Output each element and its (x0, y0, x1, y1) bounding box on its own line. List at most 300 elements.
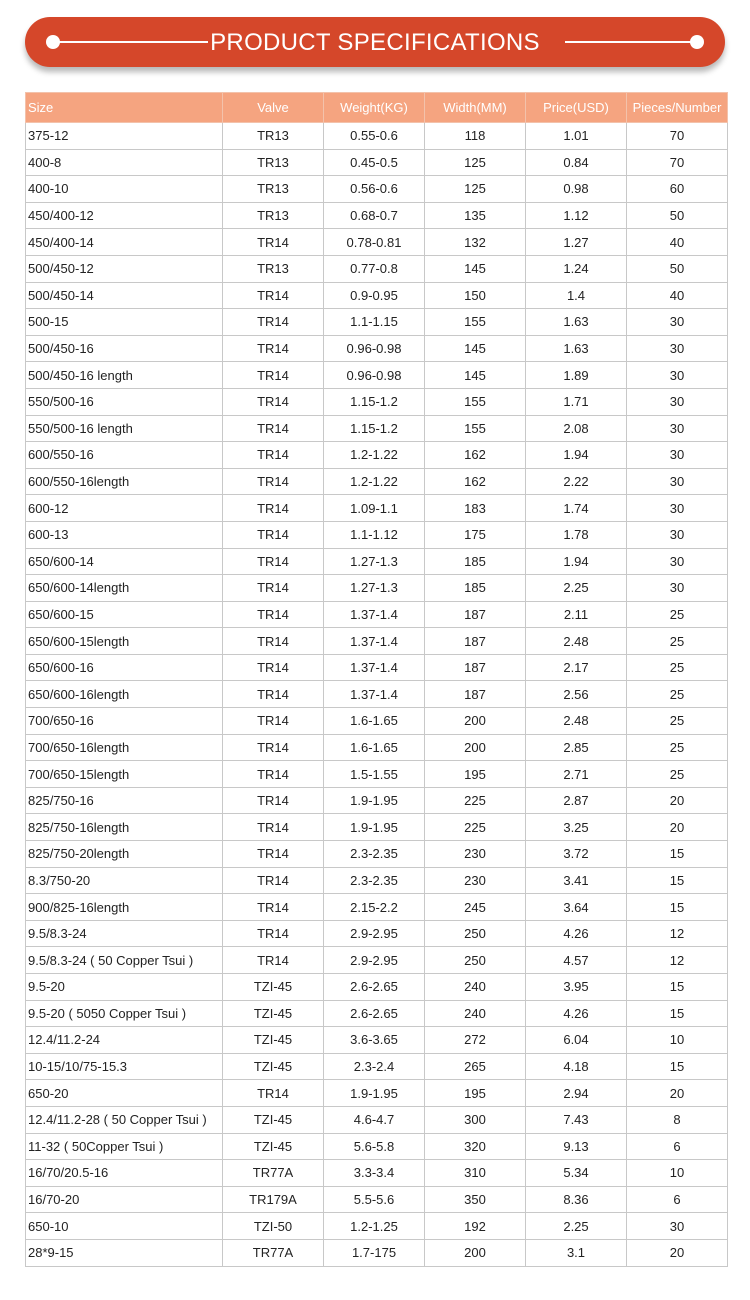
cell-valve: TR14 (223, 867, 324, 894)
cell-weight: 1.2-1.22 (324, 468, 425, 495)
cell-pieces: 25 (627, 681, 728, 708)
cell-valve: TR13 (223, 123, 324, 150)
cell-pieces: 20 (627, 1080, 728, 1107)
cell-pieces: 30 (627, 548, 728, 575)
cell-weight: 1.27-1.3 (324, 548, 425, 575)
cell-valve: TR13 (223, 149, 324, 176)
cell-valve: TR14 (223, 761, 324, 788)
cell-pieces: 70 (627, 123, 728, 150)
table-row (26, 1239, 728, 1266)
cell-pieces: 70 (627, 149, 728, 176)
cell-valve: TR14 (223, 628, 324, 655)
cell-size: 825/750-16 (26, 787, 223, 814)
cell-pieces: 30 (627, 335, 728, 362)
cell-size: 500/450-16 (26, 335, 223, 362)
cell-price: 3.25 (526, 814, 627, 841)
header-valve: Valve (223, 93, 324, 123)
table-row (26, 362, 728, 389)
table-row (26, 761, 728, 788)
cell-pieces: 30 (627, 495, 728, 522)
cell-size: 12.4/11.2-28 ( 50 Copper Tsui ) (26, 1106, 223, 1133)
cell-weight: 3.6-3.65 (324, 1027, 425, 1054)
cell-weight: 1.09-1.1 (324, 495, 425, 522)
table-row (26, 548, 728, 575)
table-row (26, 1000, 728, 1027)
cell-size: 9.5/8.3-24 (26, 920, 223, 947)
cell-valve: TR14 (223, 548, 324, 575)
cell-pieces: 30 (627, 362, 728, 389)
table-row (26, 1053, 728, 1080)
cell-price: 2.25 (526, 1213, 627, 1240)
cell-weight: 0.96-0.98 (324, 362, 425, 389)
cell-size: 825/750-20length (26, 841, 223, 868)
cell-valve: TZI-45 (223, 1027, 324, 1054)
cell-valve: TR14 (223, 787, 324, 814)
table-row (26, 1213, 728, 1240)
table-row (26, 575, 728, 602)
cell-width: 225 (425, 814, 526, 841)
table-row (26, 894, 728, 921)
cell-width: 245 (425, 894, 526, 921)
cell-weight: 1.37-1.4 (324, 681, 425, 708)
cell-width: 230 (425, 841, 526, 868)
table-row (26, 388, 728, 415)
table-row (26, 495, 728, 522)
cell-size: 28*9-15 (26, 1239, 223, 1266)
cell-valve: TR14 (223, 814, 324, 841)
cell-pieces: 40 (627, 282, 728, 309)
cell-size: 9.5/8.3-24 ( 50 Copper Tsui ) (26, 947, 223, 974)
table-row (26, 601, 728, 628)
cell-pieces: 25 (627, 734, 728, 761)
cell-width: 155 (425, 309, 526, 336)
cell-weight: 1.6-1.65 (324, 734, 425, 761)
cell-width: 145 (425, 335, 526, 362)
cell-width: 132 (425, 229, 526, 256)
cell-price: 1.71 (526, 388, 627, 415)
cell-size: 500-15 (26, 309, 223, 336)
cell-width: 240 (425, 1000, 526, 1027)
cell-valve: TR14 (223, 335, 324, 362)
cell-pieces: 30 (627, 388, 728, 415)
cell-pieces: 15 (627, 841, 728, 868)
cell-size: 650-20 (26, 1080, 223, 1107)
cell-valve: TR14 (223, 654, 324, 681)
cell-valve: TR14 (223, 575, 324, 602)
table-row (26, 1027, 728, 1054)
cell-valve: TR14 (223, 521, 324, 548)
cell-weight: 1.15-1.2 (324, 415, 425, 442)
table-row (26, 309, 728, 336)
cell-pieces: 30 (627, 521, 728, 548)
cell-pieces: 30 (627, 415, 728, 442)
cell-size: 400-8 (26, 149, 223, 176)
cell-weight: 1.2-1.22 (324, 442, 425, 469)
cell-valve: TR14 (223, 601, 324, 628)
cell-weight: 1.37-1.4 (324, 654, 425, 681)
cell-weight: 4.6-4.7 (324, 1106, 425, 1133)
cell-weight: 1.9-1.95 (324, 814, 425, 841)
cell-price: 2.56 (526, 681, 627, 708)
table-row (26, 814, 728, 841)
cell-width: 200 (425, 708, 526, 735)
cell-weight: 2.9-2.95 (324, 947, 425, 974)
cell-width: 200 (425, 734, 526, 761)
cell-size: 11-32 ( 50Copper Tsui ) (26, 1133, 223, 1160)
table-row (26, 149, 728, 176)
cell-valve: TR14 (223, 442, 324, 469)
page-title: PRODUCT SPECIFICATIONS (210, 29, 540, 56)
cell-size: 500/450-14 (26, 282, 223, 309)
cell-pieces: 15 (627, 974, 728, 1001)
banner-line-right (565, 41, 692, 43)
cell-price: 1.94 (526, 548, 627, 575)
cell-valve: TR14 (223, 894, 324, 921)
cell-width: 125 (425, 149, 526, 176)
cell-width: 350 (425, 1186, 526, 1213)
cell-valve: TR14 (223, 495, 324, 522)
cell-pieces: 30 (627, 1213, 728, 1240)
cell-weight: 3.3-3.4 (324, 1160, 425, 1187)
cell-pieces: 25 (627, 708, 728, 735)
table-row (26, 123, 728, 150)
cell-valve: TR14 (223, 920, 324, 947)
table-row (26, 176, 728, 203)
cell-width: 135 (425, 202, 526, 229)
cell-pieces: 15 (627, 894, 728, 921)
cell-valve: TR77A (223, 1160, 324, 1187)
cell-price: 3.95 (526, 974, 627, 1001)
cell-pieces: 60 (627, 176, 728, 203)
cell-weight: 2.6-2.65 (324, 974, 425, 1001)
cell-price: 3.64 (526, 894, 627, 921)
cell-width: 125 (425, 176, 526, 203)
cell-pieces: 6 (627, 1133, 728, 1160)
cell-size: 10-15/10/75-15.3 (26, 1053, 223, 1080)
cell-valve: TR14 (223, 708, 324, 735)
table-row (26, 1160, 728, 1187)
cell-price: 8.36 (526, 1186, 627, 1213)
cell-valve: TR14 (223, 734, 324, 761)
cell-valve: TR14 (223, 841, 324, 868)
cell-size: 375-12 (26, 123, 223, 150)
cell-size: 400-10 (26, 176, 223, 203)
cell-pieces: 25 (627, 628, 728, 655)
cell-price: 2.85 (526, 734, 627, 761)
cell-pieces: 8 (627, 1106, 728, 1133)
cell-price: 3.41 (526, 867, 627, 894)
cell-weight: 2.9-2.95 (324, 920, 425, 947)
table-row (26, 1133, 728, 1160)
cell-pieces: 25 (627, 761, 728, 788)
cell-valve: TR14 (223, 415, 324, 442)
cell-size: 500/450-16 length (26, 362, 223, 389)
cell-width: 162 (425, 442, 526, 469)
title-banner (25, 17, 725, 67)
cell-price: 2.11 (526, 601, 627, 628)
cell-weight: 1.27-1.3 (324, 575, 425, 602)
table-row (26, 708, 728, 735)
table-row (26, 947, 728, 974)
table-row (26, 1080, 728, 1107)
cell-price: 0.98 (526, 176, 627, 203)
cell-price: 9.13 (526, 1133, 627, 1160)
cell-width: 195 (425, 761, 526, 788)
cell-weight: 0.78-0.81 (324, 229, 425, 256)
cell-weight: 0.45-0.5 (324, 149, 425, 176)
table-row (26, 681, 728, 708)
cell-size: 650/600-16 (26, 654, 223, 681)
cell-width: 195 (425, 1080, 526, 1107)
cell-price: 1.74 (526, 495, 627, 522)
table-row (26, 787, 728, 814)
cell-width: 145 (425, 255, 526, 282)
cell-weight: 1.2-1.25 (324, 1213, 425, 1240)
table-row (26, 521, 728, 548)
cell-pieces: 30 (627, 309, 728, 336)
cell-width: 310 (425, 1160, 526, 1187)
cell-size: 450/400-12 (26, 202, 223, 229)
cell-pieces: 20 (627, 787, 728, 814)
cell-weight: 1.37-1.4 (324, 601, 425, 628)
cell-weight: 0.56-0.6 (324, 176, 425, 203)
cell-pieces: 25 (627, 654, 728, 681)
cell-width: 118 (425, 123, 526, 150)
cell-price: 2.17 (526, 654, 627, 681)
cell-price: 1.94 (526, 442, 627, 469)
cell-price: 1.63 (526, 309, 627, 336)
cell-pieces: 15 (627, 867, 728, 894)
cell-price: 4.26 (526, 1000, 627, 1027)
cell-pieces: 50 (627, 255, 728, 282)
cell-price: 2.94 (526, 1080, 627, 1107)
table-row (26, 974, 728, 1001)
cell-width: 300 (425, 1106, 526, 1133)
cell-width: 240 (425, 974, 526, 1001)
cell-valve: TR14 (223, 229, 324, 256)
cell-price: 0.84 (526, 149, 627, 176)
cell-weight: 5.6-5.8 (324, 1133, 425, 1160)
table-row (26, 920, 728, 947)
cell-weight: 0.96-0.98 (324, 335, 425, 362)
table-row (26, 867, 728, 894)
cell-size: 600-13 (26, 521, 223, 548)
cell-pieces: 20 (627, 814, 728, 841)
cell-width: 230 (425, 867, 526, 894)
cell-size: 600/550-16length (26, 468, 223, 495)
table-row (26, 229, 728, 256)
table-row (26, 415, 728, 442)
cell-width: 185 (425, 548, 526, 575)
cell-pieces: 40 (627, 229, 728, 256)
cell-weight: 2.3-2.35 (324, 841, 425, 868)
cell-width: 187 (425, 601, 526, 628)
table-body (26, 123, 728, 1267)
table-row (26, 654, 728, 681)
cell-width: 175 (425, 521, 526, 548)
cell-pieces: 15 (627, 1000, 728, 1027)
cell-price: 1.63 (526, 335, 627, 362)
cell-size: 8.3/750-20 (26, 867, 223, 894)
cell-valve: TR14 (223, 282, 324, 309)
cell-weight: 2.6-2.65 (324, 1000, 425, 1027)
cell-weight: 1.37-1.4 (324, 628, 425, 655)
cell-width: 225 (425, 787, 526, 814)
cell-valve: TR14 (223, 681, 324, 708)
cell-pieces: 30 (627, 575, 728, 602)
cell-pieces: 6 (627, 1186, 728, 1213)
cell-price: 1.24 (526, 255, 627, 282)
cell-width: 162 (425, 468, 526, 495)
cell-size: 550/500-16 (26, 388, 223, 415)
cell-width: 145 (425, 362, 526, 389)
cell-pieces: 12 (627, 920, 728, 947)
cell-weight: 1.5-1.55 (324, 761, 425, 788)
cell-size: 600-12 (26, 495, 223, 522)
cell-size: 550/500-16 length (26, 415, 223, 442)
cell-price: 4.26 (526, 920, 627, 947)
spec-table (25, 92, 728, 1267)
cell-price: 2.08 (526, 415, 627, 442)
cell-valve: TR14 (223, 468, 324, 495)
cell-size: 650/600-15 (26, 601, 223, 628)
table-row (26, 1106, 728, 1133)
cell-width: 183 (425, 495, 526, 522)
cell-valve: TR13 (223, 255, 324, 282)
cell-size: 16/70/20.5-16 (26, 1160, 223, 1187)
cell-valve: TR14 (223, 362, 324, 389)
header-price: Price(USD) (526, 93, 627, 123)
cell-size: 650-10 (26, 1213, 223, 1240)
cell-valve: TZI-45 (223, 1000, 324, 1027)
cell-valve: TR13 (223, 202, 324, 229)
cell-size: 12.4/11.2-24 (26, 1027, 223, 1054)
cell-width: 155 (425, 388, 526, 415)
table-row (26, 442, 728, 469)
cell-weight: 1.6-1.65 (324, 708, 425, 735)
cell-weight: 1.15-1.2 (324, 388, 425, 415)
cell-width: 250 (425, 920, 526, 947)
cell-valve: TR179A (223, 1186, 324, 1213)
cell-weight: 2.15-2.2 (324, 894, 425, 921)
cell-width: 185 (425, 575, 526, 602)
cell-price: 4.18 (526, 1053, 627, 1080)
cell-width: 150 (425, 282, 526, 309)
cell-valve: TR13 (223, 176, 324, 203)
cell-width: 187 (425, 628, 526, 655)
table-row (26, 468, 728, 495)
cell-pieces: 30 (627, 442, 728, 469)
cell-pieces: 20 (627, 1239, 728, 1266)
cell-size: 500/450-12 (26, 255, 223, 282)
cell-width: 250 (425, 947, 526, 974)
cell-size: 700/650-15length (26, 761, 223, 788)
cell-width: 200 (425, 1239, 526, 1266)
cell-price: 1.89 (526, 362, 627, 389)
cell-size: 600/550-16 (26, 442, 223, 469)
cell-size: 9.5-20 (26, 974, 223, 1001)
cell-width: 192 (425, 1213, 526, 1240)
cell-valve: TZI-45 (223, 1053, 324, 1080)
table-row (26, 1186, 728, 1213)
cell-valve: TR77A (223, 1239, 324, 1266)
cell-price: 6.04 (526, 1027, 627, 1054)
cell-size: 650/600-14 (26, 548, 223, 575)
cell-price: 1.4 (526, 282, 627, 309)
header-pieces: Pieces/Number (627, 93, 728, 123)
cell-price: 7.43 (526, 1106, 627, 1133)
cell-weight: 1.9-1.95 (324, 1080, 425, 1107)
cell-weight: 2.3-2.35 (324, 867, 425, 894)
cell-valve: TZI-50 (223, 1213, 324, 1240)
cell-price: 2.25 (526, 575, 627, 602)
table-row (26, 841, 728, 868)
table-row (26, 282, 728, 309)
cell-price: 3.1 (526, 1239, 627, 1266)
cell-price: 1.27 (526, 229, 627, 256)
cell-size: 16/70-20 (26, 1186, 223, 1213)
cell-valve: TR14 (223, 947, 324, 974)
cell-weight: 0.9-0.95 (324, 282, 425, 309)
cell-pieces: 10 (627, 1027, 728, 1054)
cell-size: 700/650-16length (26, 734, 223, 761)
cell-weight: 5.5-5.6 (324, 1186, 425, 1213)
cell-pieces: 12 (627, 947, 728, 974)
cell-price: 2.22 (526, 468, 627, 495)
header-width: Width(MM) (425, 93, 526, 123)
table-row (26, 734, 728, 761)
cell-price: 4.57 (526, 947, 627, 974)
cell-width: 187 (425, 654, 526, 681)
cell-width: 155 (425, 415, 526, 442)
cell-weight: 0.77-0.8 (324, 255, 425, 282)
cell-pieces: 30 (627, 468, 728, 495)
cell-size: 900/825-16length (26, 894, 223, 921)
cell-price: 5.34 (526, 1160, 627, 1187)
table-row (26, 202, 728, 229)
cell-valve: TR14 (223, 1080, 324, 1107)
cell-price: 2.48 (526, 628, 627, 655)
cell-width: 320 (425, 1133, 526, 1160)
cell-weight: 1.7-175 (324, 1239, 425, 1266)
cell-valve: TR14 (223, 388, 324, 415)
cell-size: 9.5-20 ( 5050 Copper Tsui ) (26, 1000, 223, 1027)
cell-price: 1.01 (526, 123, 627, 150)
cell-price: 2.71 (526, 761, 627, 788)
cell-size: 450/400-14 (26, 229, 223, 256)
cell-size: 650/600-15length (26, 628, 223, 655)
cell-width: 265 (425, 1053, 526, 1080)
cell-width: 272 (425, 1027, 526, 1054)
cell-pieces: 10 (627, 1160, 728, 1187)
cell-valve: TR14 (223, 309, 324, 336)
cell-weight: 0.68-0.7 (324, 202, 425, 229)
header-size: Size (26, 93, 223, 123)
cell-size: 700/650-16 (26, 708, 223, 735)
banner-dot-right (690, 35, 704, 49)
cell-valve: TZI-45 (223, 1133, 324, 1160)
cell-weight: 1.1-1.15 (324, 309, 425, 336)
cell-price: 2.87 (526, 787, 627, 814)
table-row (26, 628, 728, 655)
table-row (26, 255, 728, 282)
cell-width: 187 (425, 681, 526, 708)
cell-pieces: 25 (627, 601, 728, 628)
cell-weight: 0.55-0.6 (324, 123, 425, 150)
cell-price: 1.12 (526, 202, 627, 229)
cell-valve: TZI-45 (223, 974, 324, 1001)
cell-weight: 2.3-2.4 (324, 1053, 425, 1080)
